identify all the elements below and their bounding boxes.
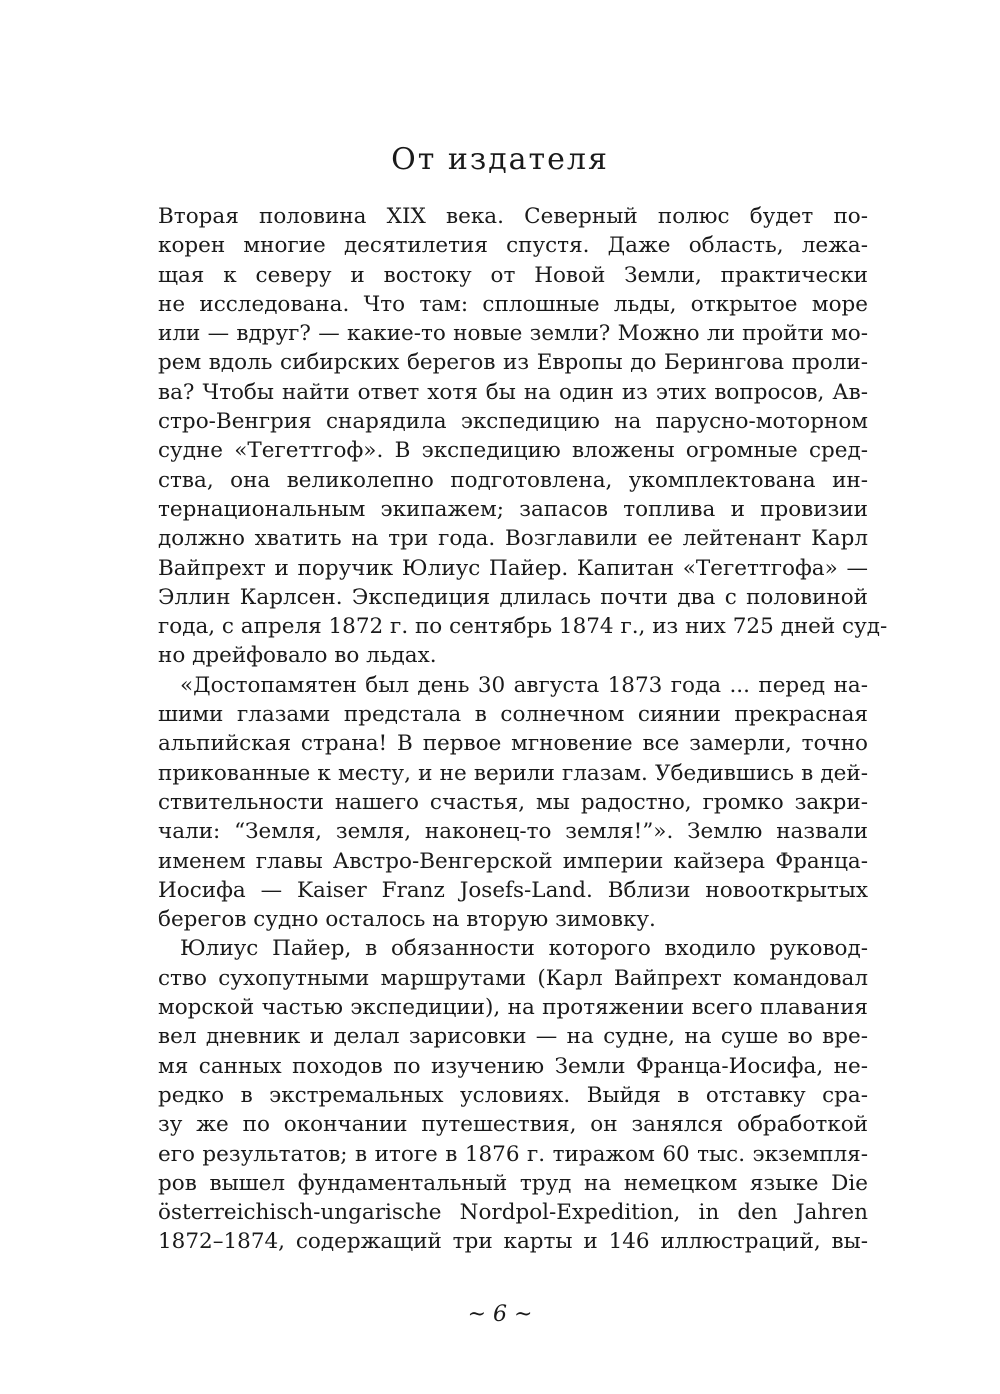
text-line: должно хватить на три года. Возглавили ее лейтенант Карл — [158, 526, 868, 552]
text-line: судне «Тегеттгоф». В экспедицию вложены огромные сред- — [158, 438, 868, 464]
text-line: но дрейфовало во льдах. — [158, 643, 437, 669]
text-line: альпийская страна! В первое мгновение все замерли, точно — [158, 731, 868, 757]
text-line: щая к северу и востоку от Новой Земли, практически — [158, 262, 868, 288]
text-line: стро-Венгрия снарядила экспедицию на парусно-моторном — [158, 409, 868, 435]
text-line: Иосифа — Kaiser Franz Josefs-Land. Вблизи новооткрытых — [158, 877, 868, 903]
text-line: österreichisch-ungarische Nordpol-Expedition, in den Jahren — [158, 1200, 868, 1226]
text-line: ство сухопутными маршрутами (Карл Вайпрехт командовал — [158, 965, 868, 991]
text-line: ства, она великолепно подготовлена, укомплектована ин- — [158, 467, 868, 493]
text-line: зу же по окончании путешествия, он занялся обработкой — [158, 1112, 868, 1138]
text-line: ствительности нашего счастья, мы радостно, громко закри- — [158, 789, 868, 815]
text-line: ва? Чтобы найти ответ хотя бы на один из этих вопросов, Ав- — [158, 379, 868, 405]
text-line: Вайпрехт и поручик Юлиус Пайер. Капитан «Тегеттгофа» — — [158, 555, 868, 581]
body-text — [158, 202, 888, 1257]
paragraph-3 — [158, 934, 868, 1256]
text-line: или — вдруг? — какие-то новые земли? Можно ли пройти мо- — [158, 321, 868, 347]
text-line: Юлиус Пайер, в обязанности которого входило руковод- — [180, 936, 868, 962]
text-line: не исследована. Что там: сплошные льды, открытое море — [158, 291, 868, 317]
text-line: редко в экстремальных условиях. Выйдя в отставку сра- — [158, 1082, 868, 1108]
text-line: «Достопамятен был день 30 августа 1873 года ... перед на- — [180, 672, 868, 698]
text-line: рем вдоль сибирских берегов из Европы до Берингова проли- — [158, 350, 868, 376]
page-number: ~ 6 ~ — [467, 1302, 533, 1327]
text-line: года, с апреля 1872 г. по сентябрь 1874 г., из них 725 дней суд- — [158, 614, 888, 640]
text-line: прикованные к месту, и не верили глазам. Убедившись в дей- — [158, 760, 868, 786]
paragraph-1 — [158, 202, 888, 671]
text-line: шими глазами предстала в солнечном сиянии прекрасная — [158, 702, 868, 728]
page-title: От издателя — [391, 142, 609, 177]
paragraph-2 — [158, 671, 868, 935]
text-line: 1872–1874, содержащий три карты и 146 иллюстраций, вы- — [158, 1229, 868, 1255]
text-line: именем главы Австро-Венгерской империи кайзера Франца- — [158, 848, 868, 874]
text-line: чали: “Земля, земля, наконец-то земля!”». Землю назвали — [158, 819, 868, 845]
text-line: берегов судно осталось на вторую зимовку. — [158, 907, 656, 933]
text-line: мя санных походов по изучению Земли Франца-Иосифа, не- — [158, 1053, 868, 1079]
text-line: ров вышел фундаментальный труд на немецком языке Die — [158, 1170, 868, 1196]
text-line: корен многие десятилетия спустя. Даже область, лежа- — [158, 233, 868, 259]
text-line: его результатов; в итоге в 1876 г. тиражом 60 тыс. экземпля- — [158, 1141, 868, 1167]
text-line: тернациональным экипажем; запасов топлива и провизии — [158, 496, 868, 522]
text-line: морской частью экспедиции), на протяжении всего плавания — [158, 995, 868, 1021]
text-line: вел дневник и делал зарисовки — на судне, на суше во вре- — [158, 1024, 868, 1050]
text-line: Эллин Карлсен. Экспедиция длилась почти два с половиной — [158, 584, 868, 610]
text-line: Вторая половина XIX века. Северный полюс будет по- — [158, 204, 868, 229]
